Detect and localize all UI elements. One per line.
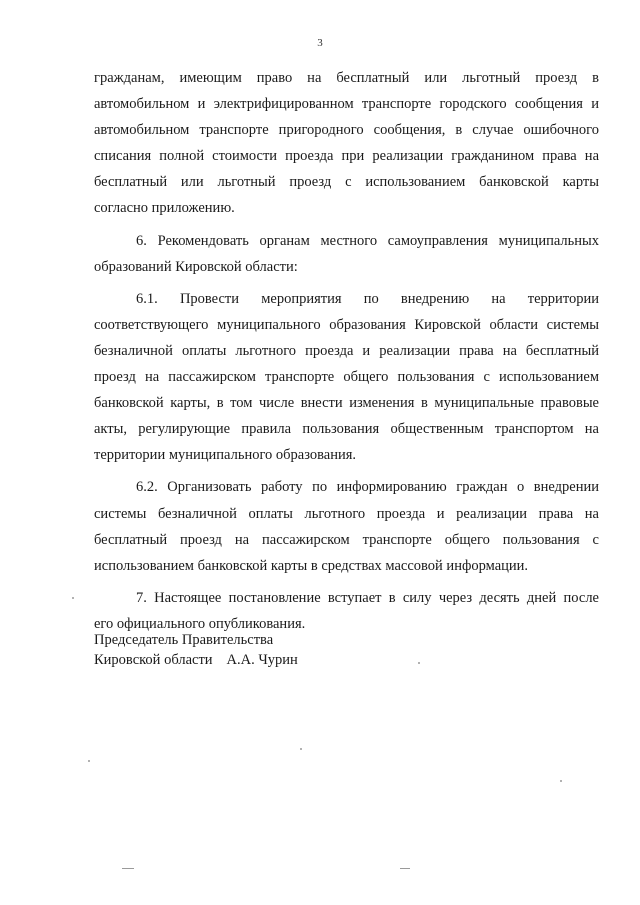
text-line: безналичной оплаты льготного проезда и реализации права на бесплатный [94,342,599,359]
text-line: 7. Настоящее постановление вступает в силу через десять дней после [136,589,599,606]
text-line: автомобильном и электрифицированном транспорте городского сообщения и [94,96,599,113]
text-line: 6.2. Организовать работу по информированию граждан о внедрении [136,479,599,496]
signatory-region: Кировской области [94,652,213,668]
text-line: проезд на пассажирском транспорте общего пользования с использованием [94,369,599,386]
text-line: 6.1. Провести мероприятия по внедрению на территории [136,290,599,307]
paragraph-6 [94,228,599,280]
text-line: соответствующего муниципального образования Кировской области системы [94,316,599,333]
text-line: акты, регулирующие правила пользования общественным транспортом на [94,421,599,438]
text-line: его официального опубликования. [94,615,306,632]
scan-speck [400,868,410,869]
text-line: автомобильном транспорте пригородного сообщения, в случае ошибочного [94,122,599,139]
signatory-position: Председатель Правительства [94,632,274,648]
text-line: согласно приложению. [94,200,235,217]
text-line: 6. Рекомендовать органам местного самоуправления муниципальных [136,232,599,249]
text-line: бесплатный проезд на пассажирском транспорте общего пользования с [94,531,599,548]
signatory-region-and-name [94,650,298,670]
text-line: бесплатный или льготный проезд с использованием банковской карты [94,174,599,191]
text-line: списания полной стоимости проезда при реализации гражданином права на [94,148,599,165]
scan-speck [560,780,562,782]
paragraph-6-1 [94,286,599,469]
text-line: использованием банковской карты в средствах массовой информации. [94,557,529,574]
scan-speck [418,662,420,664]
scan-speck [88,760,90,762]
paragraph-continuation [94,65,599,222]
scan-speck [300,748,302,750]
text-line: образований Кировской области: [94,258,298,275]
document-body [94,65,599,637]
page-number: 3 [317,37,323,49]
paragraph-6-2 [94,474,599,578]
text-line: территории муниципального образования. [94,447,357,464]
scan-speck [72,597,74,599]
scan-speck [122,868,134,869]
signatory-name: А.А. Чурин [226,652,298,668]
text-line: банковской карты, в том числе внести изменения в муниципальные правовые [94,395,599,412]
text-line: системы безналичной оплаты льготного проезда и реализации права на [94,505,599,522]
text-line: гражданам, имеющим право на бесплатный или льготный проезд в [94,70,599,86]
signature-block [94,630,298,670]
